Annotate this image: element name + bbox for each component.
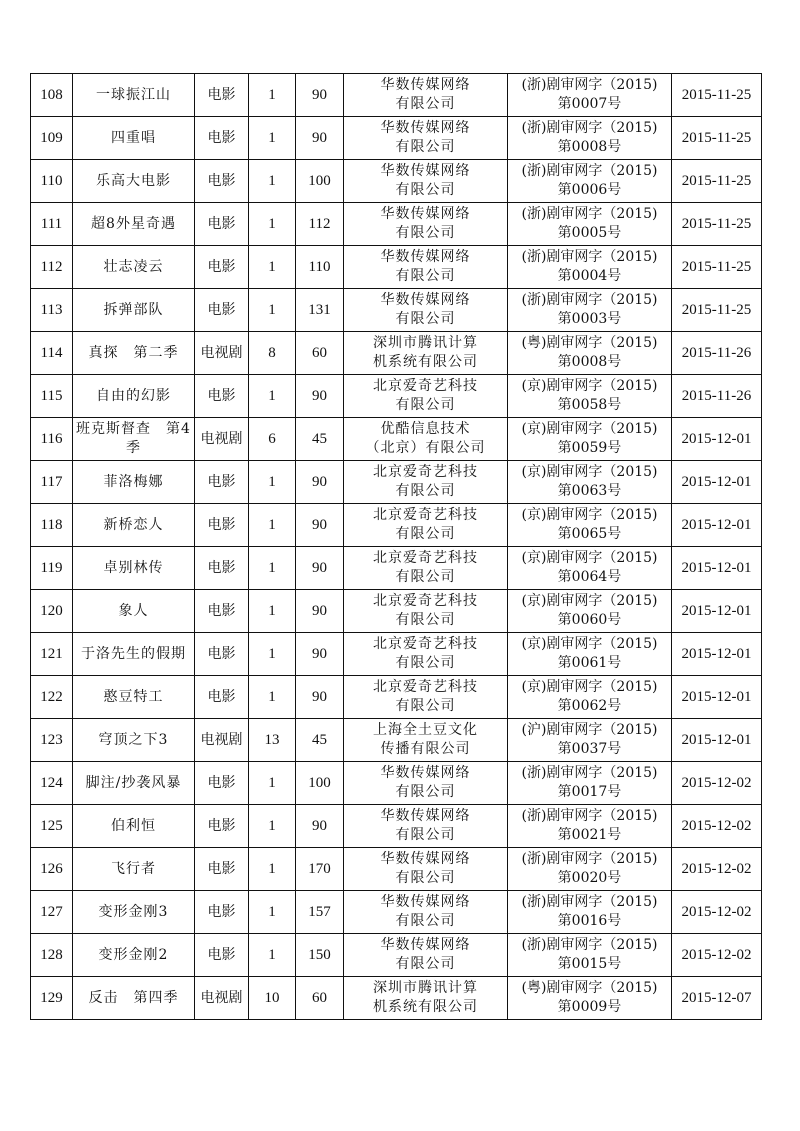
company-line: 华数传媒网络 bbox=[380, 292, 471, 308]
license-line: 第0063号 bbox=[557, 483, 622, 499]
company-line: 有限公司 bbox=[395, 827, 456, 843]
license-line: 第0037号 bbox=[557, 741, 622, 757]
company-line: 北京爱奇艺科技 bbox=[373, 593, 478, 609]
program-title: 班克斯督查 第4季 bbox=[73, 418, 195, 461]
episode-count: 1 bbox=[249, 289, 296, 332]
program-type: 电影 bbox=[195, 74, 249, 117]
table-row bbox=[31, 461, 762, 504]
company-line: 北京爱奇艺科技 bbox=[373, 378, 478, 394]
company-line: 华数传媒网络 bbox=[380, 894, 471, 910]
table-row bbox=[31, 676, 762, 719]
program-title: 变形金刚2 bbox=[73, 934, 195, 977]
episode-count: 1 bbox=[249, 934, 296, 977]
row-number: 123 bbox=[31, 719, 73, 762]
row-number: 120 bbox=[31, 590, 73, 633]
approval-date: 2015-11-25 bbox=[672, 203, 762, 246]
approval-date: 2015-12-01 bbox=[672, 590, 762, 633]
table-row bbox=[31, 848, 762, 891]
license-number bbox=[508, 676, 672, 719]
license-line: 第0008号 bbox=[557, 354, 622, 370]
episode-minutes: 90 bbox=[296, 375, 344, 418]
approval-date: 2015-12-01 bbox=[672, 633, 762, 676]
license-line: 第0015号 bbox=[557, 956, 622, 972]
license-number bbox=[508, 891, 672, 934]
license-number bbox=[508, 418, 672, 461]
episode-minutes: 90 bbox=[296, 547, 344, 590]
program-type: 电视剧 bbox=[195, 332, 249, 375]
license-line: (浙)剧审网字（2015) bbox=[521, 77, 658, 93]
episode-minutes: 112 bbox=[296, 203, 344, 246]
program-title: 真探 第二季 bbox=[73, 332, 195, 375]
company-line: 华数传媒网络 bbox=[380, 937, 471, 953]
table-row bbox=[31, 117, 762, 160]
license-line: (京)剧审网字（2015) bbox=[521, 507, 658, 523]
program-title: 拆弹部队 bbox=[73, 289, 195, 332]
license-line: 第0017号 bbox=[557, 784, 622, 800]
table-row bbox=[31, 160, 762, 203]
company-line: 有限公司 bbox=[395, 612, 456, 628]
company-line: 有限公司 bbox=[395, 182, 456, 198]
approval-date: 2015-12-02 bbox=[672, 762, 762, 805]
program-title: 一球振江山 bbox=[73, 74, 195, 117]
company-line: 华数传媒网络 bbox=[380, 765, 471, 781]
program-title: 自由的幻影 bbox=[73, 375, 195, 418]
episode-count: 6 bbox=[249, 418, 296, 461]
company-line: 有限公司 bbox=[395, 397, 456, 413]
company-line: 北京爱奇艺科技 bbox=[373, 636, 478, 652]
episode-minutes: 90 bbox=[296, 74, 344, 117]
license-number bbox=[508, 934, 672, 977]
license-line: 第0059号 bbox=[557, 440, 622, 456]
episode-minutes: 150 bbox=[296, 934, 344, 977]
episode-minutes: 90 bbox=[296, 461, 344, 504]
license-number bbox=[508, 590, 672, 633]
program-type: 电影 bbox=[195, 461, 249, 504]
table-row bbox=[31, 891, 762, 934]
approval-date: 2015-11-25 bbox=[672, 117, 762, 160]
license-line: (浙)剧审网字（2015) bbox=[521, 249, 658, 265]
company-name bbox=[344, 805, 508, 848]
approval-date: 2015-12-02 bbox=[672, 891, 762, 934]
company-line: 有限公司 bbox=[395, 913, 456, 929]
approval-date: 2015-12-01 bbox=[672, 547, 762, 590]
program-type: 电视剧 bbox=[195, 719, 249, 762]
company-name bbox=[344, 332, 508, 375]
row-number: 124 bbox=[31, 762, 73, 805]
table-row bbox=[31, 633, 762, 676]
row-number: 110 bbox=[31, 160, 73, 203]
license-line: (浙)剧审网字（2015) bbox=[521, 292, 658, 308]
table-row bbox=[31, 246, 762, 289]
program-title: 飞行者 bbox=[73, 848, 195, 891]
episode-count: 1 bbox=[249, 676, 296, 719]
table-row bbox=[31, 547, 762, 590]
company-line: 华数传媒网络 bbox=[380, 249, 471, 265]
program-type: 电影 bbox=[195, 633, 249, 676]
episode-minutes: 45 bbox=[296, 418, 344, 461]
program-type: 电影 bbox=[195, 160, 249, 203]
license-line: (浙)剧审网字（2015) bbox=[521, 937, 658, 953]
episode-count: 1 bbox=[249, 117, 296, 160]
company-line: 有限公司 bbox=[395, 139, 456, 155]
episode-minutes: 90 bbox=[296, 117, 344, 160]
approval-date: 2015-12-07 bbox=[672, 977, 762, 1020]
table-row bbox=[31, 74, 762, 117]
episode-count: 1 bbox=[249, 74, 296, 117]
company-name bbox=[344, 762, 508, 805]
approval-date: 2015-11-25 bbox=[672, 246, 762, 289]
episode-minutes: 60 bbox=[296, 977, 344, 1020]
episode-count: 1 bbox=[249, 590, 296, 633]
approval-date: 2015-11-26 bbox=[672, 332, 762, 375]
episode-minutes: 131 bbox=[296, 289, 344, 332]
episode-minutes: 90 bbox=[296, 633, 344, 676]
table-row bbox=[31, 203, 762, 246]
approval-date: 2015-12-01 bbox=[672, 504, 762, 547]
license-number bbox=[508, 74, 672, 117]
license-line: (浙)剧审网字（2015) bbox=[521, 894, 658, 910]
program-title: 穹顶之下3 bbox=[73, 719, 195, 762]
license-line: (浙)剧审网字（2015) bbox=[521, 765, 658, 781]
company-name bbox=[344, 848, 508, 891]
episode-minutes: 100 bbox=[296, 762, 344, 805]
company-line: 有限公司 bbox=[395, 655, 456, 671]
episode-count: 1 bbox=[249, 246, 296, 289]
company-name bbox=[344, 418, 508, 461]
row-number: 108 bbox=[31, 74, 73, 117]
company-name bbox=[344, 461, 508, 504]
company-line: 有限公司 bbox=[395, 956, 456, 972]
company-line: 优酷信息技术 bbox=[380, 421, 471, 437]
license-line: (京)剧审网字（2015) bbox=[521, 679, 658, 695]
approval-date: 2015-12-01 bbox=[672, 676, 762, 719]
episode-count: 1 bbox=[249, 504, 296, 547]
license-line: 第0016号 bbox=[557, 913, 622, 929]
company-name bbox=[344, 633, 508, 676]
program-type: 电影 bbox=[195, 246, 249, 289]
approval-table bbox=[30, 73, 762, 1020]
license-line: 第0009号 bbox=[557, 999, 622, 1015]
table-row bbox=[31, 504, 762, 547]
program-title: 反击 第四季 bbox=[73, 977, 195, 1020]
company-name bbox=[344, 977, 508, 1020]
license-line: 第0058号 bbox=[557, 397, 622, 413]
row-number: 118 bbox=[31, 504, 73, 547]
row-number: 121 bbox=[31, 633, 73, 676]
company-line: 北京爱奇艺科技 bbox=[373, 550, 478, 566]
table-body bbox=[31, 74, 762, 1020]
episode-minutes: 100 bbox=[296, 160, 344, 203]
license-line: 第0008号 bbox=[557, 139, 622, 155]
episode-minutes: 110 bbox=[296, 246, 344, 289]
license-line: 第0003号 bbox=[557, 311, 622, 327]
license-line: 第0005号 bbox=[557, 225, 622, 241]
row-number: 128 bbox=[31, 934, 73, 977]
episode-count: 1 bbox=[249, 547, 296, 590]
program-type: 电影 bbox=[195, 504, 249, 547]
license-line: 第0062号 bbox=[557, 698, 622, 714]
table-row bbox=[31, 934, 762, 977]
episode-count: 8 bbox=[249, 332, 296, 375]
license-number bbox=[508, 719, 672, 762]
episode-count: 1 bbox=[249, 848, 296, 891]
program-type: 电影 bbox=[195, 676, 249, 719]
license-line: (粤)剧审网字（2015) bbox=[521, 335, 658, 351]
company-line: 传播有限公司 bbox=[380, 741, 471, 757]
company-line: 机系统有限公司 bbox=[373, 354, 478, 370]
license-number bbox=[508, 547, 672, 590]
table-row bbox=[31, 590, 762, 633]
company-line: 深圳市腾讯计算 bbox=[373, 335, 478, 351]
row-number: 115 bbox=[31, 375, 73, 418]
company-line: 华数传媒网络 bbox=[380, 206, 471, 222]
row-number: 111 bbox=[31, 203, 73, 246]
license-line: (京)剧审网字（2015) bbox=[521, 593, 658, 609]
episode-count: 1 bbox=[249, 633, 296, 676]
company-name bbox=[344, 934, 508, 977]
program-title: 脚注/抄袭风暴 bbox=[73, 762, 195, 805]
company-line: 华数传媒网络 bbox=[380, 163, 471, 179]
license-line: 第0065号 bbox=[557, 526, 622, 542]
license-line: (浙)剧审网字（2015) bbox=[521, 808, 658, 824]
license-number bbox=[508, 762, 672, 805]
approval-date: 2015-12-02 bbox=[672, 805, 762, 848]
row-number: 125 bbox=[31, 805, 73, 848]
program-type: 电影 bbox=[195, 590, 249, 633]
license-number bbox=[508, 461, 672, 504]
company-line: 华数传媒网络 bbox=[380, 808, 471, 824]
episode-count: 1 bbox=[249, 461, 296, 504]
program-title: 变形金刚3 bbox=[73, 891, 195, 934]
episode-minutes: 90 bbox=[296, 805, 344, 848]
company-line: 有限公司 bbox=[395, 784, 456, 800]
episode-count: 13 bbox=[249, 719, 296, 762]
row-number: 129 bbox=[31, 977, 73, 1020]
approval-date: 2015-11-25 bbox=[672, 74, 762, 117]
table-row bbox=[31, 719, 762, 762]
approval-date: 2015-12-01 bbox=[672, 418, 762, 461]
company-line: 华数传媒网络 bbox=[380, 77, 471, 93]
company-name bbox=[344, 117, 508, 160]
program-title: 憨豆特工 bbox=[73, 676, 195, 719]
episode-count: 1 bbox=[249, 375, 296, 418]
episode-minutes: 60 bbox=[296, 332, 344, 375]
company-name bbox=[344, 547, 508, 590]
approval-date: 2015-11-26 bbox=[672, 375, 762, 418]
license-line: 第0020号 bbox=[557, 870, 622, 886]
row-number: 116 bbox=[31, 418, 73, 461]
row-number: 113 bbox=[31, 289, 73, 332]
company-name bbox=[344, 676, 508, 719]
company-name bbox=[344, 246, 508, 289]
table-row bbox=[31, 805, 762, 848]
program-type: 电影 bbox=[195, 762, 249, 805]
program-type: 电视剧 bbox=[195, 977, 249, 1020]
program-title: 超8外星奇遇 bbox=[73, 203, 195, 246]
program-title: 乐高大电影 bbox=[73, 160, 195, 203]
license-line: (浙)剧审网字（2015) bbox=[521, 851, 658, 867]
company-line: 北京爱奇艺科技 bbox=[373, 507, 478, 523]
episode-minutes: 90 bbox=[296, 676, 344, 719]
approval-date: 2015-12-02 bbox=[672, 934, 762, 977]
license-number bbox=[508, 160, 672, 203]
company-line: 深圳市腾讯计算 bbox=[373, 980, 478, 996]
license-line: 第0021号 bbox=[557, 827, 622, 843]
license-number bbox=[508, 375, 672, 418]
license-number bbox=[508, 246, 672, 289]
episode-minutes: 90 bbox=[296, 504, 344, 547]
table-row bbox=[31, 418, 762, 461]
license-line: (京)剧审网字（2015) bbox=[521, 421, 658, 437]
episode-count: 1 bbox=[249, 805, 296, 848]
license-line: 第0004号 bbox=[557, 268, 622, 284]
program-type: 电影 bbox=[195, 934, 249, 977]
program-title: 卓别林传 bbox=[73, 547, 195, 590]
company-line: 有限公司 bbox=[395, 870, 456, 886]
license-line: (沪)剧审网字（2015) bbox=[521, 722, 658, 738]
table-row bbox=[31, 289, 762, 332]
license-line: (京)剧审网字（2015) bbox=[521, 464, 658, 480]
episode-minutes: 157 bbox=[296, 891, 344, 934]
license-number bbox=[508, 977, 672, 1020]
row-number: 127 bbox=[31, 891, 73, 934]
license-line: 第0006号 bbox=[557, 182, 622, 198]
company-line: 华数传媒网络 bbox=[380, 851, 471, 867]
license-line: (浙)剧审网字（2015) bbox=[521, 206, 658, 222]
company-name bbox=[344, 590, 508, 633]
company-line: 上海全土豆文化 bbox=[373, 722, 478, 738]
episode-count: 10 bbox=[249, 977, 296, 1020]
row-number: 117 bbox=[31, 461, 73, 504]
program-title: 四重唱 bbox=[73, 117, 195, 160]
program-title: 于洛先生的假期 bbox=[73, 633, 195, 676]
episode-minutes: 90 bbox=[296, 590, 344, 633]
company-line: 华数传媒网络 bbox=[380, 120, 471, 136]
program-type: 电影 bbox=[195, 547, 249, 590]
row-number: 119 bbox=[31, 547, 73, 590]
row-number: 114 bbox=[31, 332, 73, 375]
company-line: 有限公司 bbox=[395, 526, 456, 542]
approval-date: 2015-11-25 bbox=[672, 160, 762, 203]
table-row bbox=[31, 375, 762, 418]
approval-date: 2015-12-02 bbox=[672, 848, 762, 891]
row-number: 112 bbox=[31, 246, 73, 289]
license-line: 第0007号 bbox=[557, 96, 622, 112]
program-title: 菲洛梅娜 bbox=[73, 461, 195, 504]
episode-count: 1 bbox=[249, 160, 296, 203]
row-number: 109 bbox=[31, 117, 73, 160]
company-line: 北京爱奇艺科技 bbox=[373, 679, 478, 695]
license-line: (粤)剧审网字（2015) bbox=[521, 980, 658, 996]
company-name bbox=[344, 504, 508, 547]
license-number bbox=[508, 289, 672, 332]
license-number bbox=[508, 117, 672, 160]
license-line: (京)剧审网字（2015) bbox=[521, 550, 658, 566]
program-type: 电影 bbox=[195, 117, 249, 160]
company-line: （北京）有限公司 bbox=[365, 440, 486, 456]
company-line: 有限公司 bbox=[395, 311, 456, 327]
program-type: 电视剧 bbox=[195, 418, 249, 461]
company-name bbox=[344, 375, 508, 418]
company-line: 有限公司 bbox=[395, 225, 456, 241]
license-line: (京)剧审网字（2015) bbox=[521, 378, 658, 394]
program-title: 伯利恒 bbox=[73, 805, 195, 848]
episode-count: 1 bbox=[249, 762, 296, 805]
program-title: 壮志凌云 bbox=[73, 246, 195, 289]
program-type: 电影 bbox=[195, 848, 249, 891]
company-name bbox=[344, 891, 508, 934]
license-number bbox=[508, 332, 672, 375]
license-number bbox=[508, 805, 672, 848]
episode-count: 1 bbox=[249, 891, 296, 934]
license-number bbox=[508, 633, 672, 676]
license-line: 第0064号 bbox=[557, 569, 622, 585]
program-type: 电影 bbox=[195, 891, 249, 934]
program-type: 电影 bbox=[195, 289, 249, 332]
episode-count: 1 bbox=[249, 203, 296, 246]
table-row bbox=[31, 762, 762, 805]
company-line: 机系统有限公司 bbox=[373, 999, 478, 1015]
program-type: 电影 bbox=[195, 805, 249, 848]
company-name bbox=[344, 203, 508, 246]
license-number bbox=[508, 203, 672, 246]
program-title: 新桥恋人 bbox=[73, 504, 195, 547]
company-line: 有限公司 bbox=[395, 96, 456, 112]
episode-minutes: 170 bbox=[296, 848, 344, 891]
episode-minutes: 45 bbox=[296, 719, 344, 762]
company-name bbox=[344, 160, 508, 203]
approval-date: 2015-12-01 bbox=[672, 719, 762, 762]
license-line: (浙)剧审网字（2015) bbox=[521, 163, 658, 179]
program-title: 象人 bbox=[73, 590, 195, 633]
table-row bbox=[31, 332, 762, 375]
company-name bbox=[344, 719, 508, 762]
table-row bbox=[31, 977, 762, 1020]
program-type: 电影 bbox=[195, 203, 249, 246]
row-number: 122 bbox=[31, 676, 73, 719]
company-line: 有限公司 bbox=[395, 569, 456, 585]
approval-date: 2015-12-01 bbox=[672, 461, 762, 504]
company-line: 有限公司 bbox=[395, 698, 456, 714]
license-line: 第0061号 bbox=[557, 655, 622, 671]
license-line: 第0060号 bbox=[557, 612, 622, 628]
license-line: (京)剧审网字（2015) bbox=[521, 636, 658, 652]
license-line: (浙)剧审网字（2015) bbox=[521, 120, 658, 136]
company-line: 有限公司 bbox=[395, 483, 456, 499]
company-line: 有限公司 bbox=[395, 268, 456, 284]
license-number bbox=[508, 848, 672, 891]
approval-date: 2015-11-25 bbox=[672, 289, 762, 332]
row-number: 126 bbox=[31, 848, 73, 891]
license-number bbox=[508, 504, 672, 547]
company-line: 北京爱奇艺科技 bbox=[373, 464, 478, 480]
company-name bbox=[344, 289, 508, 332]
company-name bbox=[344, 74, 508, 117]
program-type: 电影 bbox=[195, 375, 249, 418]
